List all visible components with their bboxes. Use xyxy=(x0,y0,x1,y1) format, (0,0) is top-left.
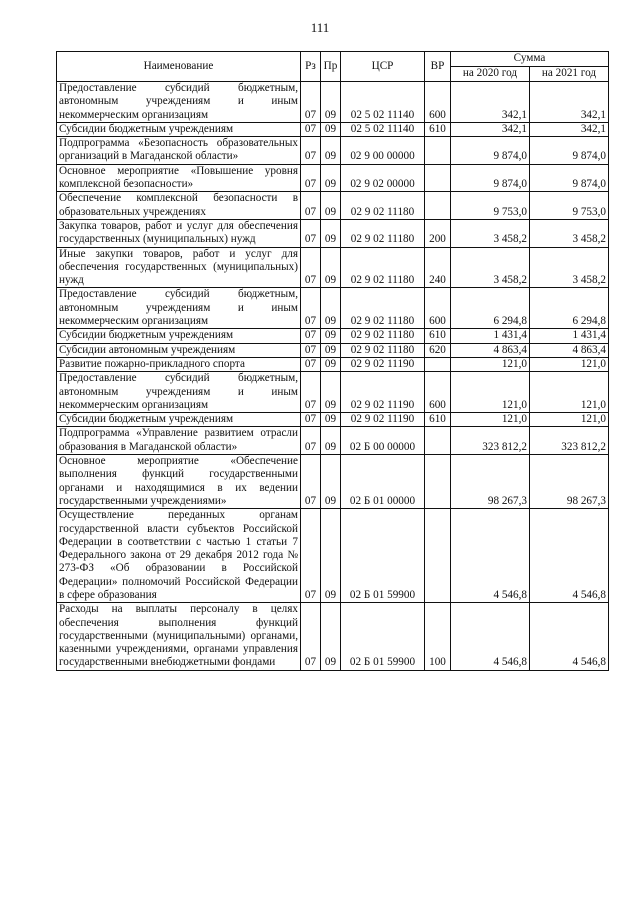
page-number: 111 xyxy=(310,20,330,35)
row-rz: 07 xyxy=(301,603,321,670)
row-vr xyxy=(425,455,451,509)
row-rz: 07 xyxy=(301,164,321,192)
table-row xyxy=(57,219,609,247)
row-vr: 620 xyxy=(425,343,451,357)
row-vr xyxy=(425,427,451,455)
row-pr: 09 xyxy=(321,122,341,136)
row-sum-2020: 121,0 xyxy=(451,372,530,413)
table-row xyxy=(57,455,609,509)
row-csr: 02 9 02 11180 xyxy=(341,247,425,288)
row-sum-2020: 342,1 xyxy=(451,82,530,123)
row-pr: 09 xyxy=(321,329,341,343)
row-name: Осуществление переданных органам государственной власти субъектов Российской Федерации в соответствии с частью 1 статьи 7 Федерального закона от 29 декабря 2012 года № 273-ФЗ «Об образовании в Российской Федерации» полномочий Российской Федерации в сфере образования xyxy=(57,509,301,603)
header-rz: Рз xyxy=(301,52,321,82)
row-rz: 07 xyxy=(301,357,321,371)
row-name: Предоставление субсидий бюджетным, автономным учреждениям и иным некоммерческим организациям xyxy=(57,82,301,123)
row-name: Развитие пожарно-прикладного спорта xyxy=(57,357,301,371)
row-sum-2021: 121,0 xyxy=(530,372,609,413)
header-year-2021: на 2021 год xyxy=(530,67,609,82)
row-name: Закупка товаров, работ и услуг для обеспечения государственных (муниципальных) нужд xyxy=(57,219,301,247)
table-row xyxy=(57,413,609,427)
table-row xyxy=(57,137,609,165)
row-pr: 09 xyxy=(321,288,341,329)
row-rz: 07 xyxy=(301,343,321,357)
header-year-2020: на 2020 год xyxy=(451,67,530,82)
row-name: Субсидии бюджетным учреждениям xyxy=(57,413,301,427)
table-row xyxy=(57,509,609,603)
row-rz: 07 xyxy=(301,122,321,136)
row-sum-2020: 1 431,4 xyxy=(451,329,530,343)
row-vr: 200 xyxy=(425,219,451,247)
table-row xyxy=(57,603,609,670)
row-name: Обеспечение комплексной безопасности в образовательных учреждениях xyxy=(57,192,301,220)
row-sum-2020: 9 874,0 xyxy=(451,164,530,192)
row-sum-2020: 9 874,0 xyxy=(451,137,530,165)
row-rz: 07 xyxy=(301,219,321,247)
table-header xyxy=(57,52,609,82)
row-rz: 07 xyxy=(301,288,321,329)
row-sum-2020: 3 458,2 xyxy=(451,247,530,288)
row-sum-2021: 98 267,3 xyxy=(530,455,609,509)
table-row xyxy=(57,343,609,357)
row-csr: 02 9 02 11190 xyxy=(341,357,425,371)
row-pr: 09 xyxy=(321,413,341,427)
row-sum-2020: 121,0 xyxy=(451,357,530,371)
row-pr: 09 xyxy=(321,427,341,455)
row-csr: 02 9 00 00000 xyxy=(341,137,425,165)
row-vr xyxy=(425,192,451,220)
header-sum: Сумма xyxy=(451,52,609,67)
row-pr: 09 xyxy=(321,82,341,123)
row-vr: 600 xyxy=(425,82,451,123)
row-name: Субсидии бюджетным учреждениям xyxy=(57,122,301,136)
row-name: Субсидии автономным учреждениям xyxy=(57,343,301,357)
row-csr: 02 5 02 11140 xyxy=(341,82,425,123)
header-csr: ЦСР xyxy=(341,52,425,82)
table-row xyxy=(57,82,609,123)
row-sum-2020: 323 812,2 xyxy=(451,427,530,455)
row-pr: 09 xyxy=(321,509,341,603)
row-rz: 07 xyxy=(301,509,321,603)
row-rz: 07 xyxy=(301,413,321,427)
row-vr: 610 xyxy=(425,413,451,427)
row-rz: 07 xyxy=(301,427,321,455)
row-vr xyxy=(425,509,451,603)
row-vr xyxy=(425,137,451,165)
row-name: Основное мероприятие «Обеспечение выполнения функций государственными органами и находящимися в их ведении государственными учреждениями» xyxy=(57,455,301,509)
table-body xyxy=(57,82,609,671)
table-row xyxy=(57,247,609,288)
row-rz: 07 xyxy=(301,82,321,123)
table-row xyxy=(57,164,609,192)
row-pr: 09 xyxy=(321,164,341,192)
row-vr: 610 xyxy=(425,122,451,136)
row-pr: 09 xyxy=(321,137,341,165)
row-sum-2021: 6 294,8 xyxy=(530,288,609,329)
row-rz: 07 xyxy=(301,455,321,509)
row-pr: 09 xyxy=(321,192,341,220)
row-csr: 02 9 02 11180 xyxy=(341,343,425,357)
row-vr xyxy=(425,357,451,371)
row-name: Предоставление субсидий бюджетным, автономным учреждениям и иным некоммерческим организациям xyxy=(57,288,301,329)
row-name: Предоставление субсидий бюджетным, автономным учреждениям и иным некоммерческим организациям xyxy=(57,372,301,413)
row-sum-2020: 4 863,4 xyxy=(451,343,530,357)
row-sum-2021: 3 458,2 xyxy=(530,247,609,288)
row-name: Расходы на выплаты персоналу в целях обеспечения выполнения функций государственными (муниципальными) органами, казенными учреждениями, органами управления государственными внебюджетными фондами xyxy=(57,603,301,670)
row-sum-2021: 1 431,4 xyxy=(530,329,609,343)
row-sum-2021: 4 546,8 xyxy=(530,603,609,670)
row-vr: 100 xyxy=(425,603,451,670)
row-sum-2021: 342,1 xyxy=(530,82,609,123)
row-pr: 09 xyxy=(321,343,341,357)
row-sum-2021: 342,1 xyxy=(530,122,609,136)
row-rz: 07 xyxy=(301,247,321,288)
table-row xyxy=(57,357,609,371)
header-name: Наименование xyxy=(57,52,301,82)
row-vr: 600 xyxy=(425,372,451,413)
table-row xyxy=(57,192,609,220)
row-csr: 02 9 02 11180 xyxy=(341,219,425,247)
row-rz: 07 xyxy=(301,329,321,343)
table-row xyxy=(57,288,609,329)
header-vr: ВР xyxy=(425,52,451,82)
row-name: Основное мероприятие «Повышение уровня комплексной безопасности» xyxy=(57,164,301,192)
row-vr xyxy=(425,164,451,192)
row-csr: 02 5 02 11140 xyxy=(341,122,425,136)
table-row xyxy=(57,122,609,136)
row-name: Субсидии бюджетным учреждениям xyxy=(57,329,301,343)
row-csr: 02 9 02 11180 xyxy=(341,192,425,220)
row-csr: 02 Б 01 00000 xyxy=(341,455,425,509)
row-sum-2021: 4 863,4 xyxy=(530,343,609,357)
row-pr: 09 xyxy=(321,372,341,413)
header-pr: Пр xyxy=(321,52,341,82)
row-rz: 07 xyxy=(301,137,321,165)
row-sum-2020: 121,0 xyxy=(451,413,530,427)
row-sum-2021: 121,0 xyxy=(530,357,609,371)
row-pr: 09 xyxy=(321,357,341,371)
row-pr: 09 xyxy=(321,455,341,509)
row-csr: 02 Б 01 59900 xyxy=(341,509,425,603)
row-sum-2021: 323 812,2 xyxy=(530,427,609,455)
row-sum-2021: 9 753,0 xyxy=(530,192,609,220)
row-sum-2021: 9 874,0 xyxy=(530,137,609,165)
row-rz: 07 xyxy=(301,372,321,413)
row-sum-2020: 4 546,8 xyxy=(451,509,530,603)
row-sum-2020: 9 753,0 xyxy=(451,192,530,220)
row-sum-2020: 98 267,3 xyxy=(451,455,530,509)
row-csr: 02 9 02 00000 xyxy=(341,164,425,192)
row-name: Подпрограмма «Управление развитием отрасли образования в Магаданской области» xyxy=(57,427,301,455)
row-sum-2020: 6 294,8 xyxy=(451,288,530,329)
row-sum-2021: 121,0 xyxy=(530,413,609,427)
row-vr: 240 xyxy=(425,247,451,288)
row-csr: 02 9 02 11190 xyxy=(341,413,425,427)
row-sum-2021: 3 458,2 xyxy=(530,219,609,247)
row-sum-2021: 9 874,0 xyxy=(530,164,609,192)
row-csr: 02 9 02 11180 xyxy=(341,329,425,343)
row-sum-2020: 4 546,8 xyxy=(451,603,530,670)
row-vr: 610 xyxy=(425,329,451,343)
row-csr: 02 9 02 11180 xyxy=(341,288,425,329)
row-rz: 07 xyxy=(301,192,321,220)
row-name: Иные закупки товаров, работ и услуг для обеспечения государственных (муниципальных) нужд xyxy=(57,247,301,288)
table-row xyxy=(57,427,609,455)
row-csr: 02 Б 01 59900 xyxy=(341,603,425,670)
row-sum-2021: 4 546,8 xyxy=(530,509,609,603)
row-vr: 600 xyxy=(425,288,451,329)
row-sum-2020: 3 458,2 xyxy=(451,219,530,247)
row-name: Подпрограмма «Безопасность образовательных организаций в Магаданской области» xyxy=(57,137,301,165)
row-pr: 09 xyxy=(321,603,341,670)
row-pr: 09 xyxy=(321,219,341,247)
row-csr: 02 Б 00 00000 xyxy=(341,427,425,455)
table-row xyxy=(57,329,609,343)
budget-table xyxy=(56,51,609,671)
table-row xyxy=(57,372,609,413)
row-sum-2020: 342,1 xyxy=(451,122,530,136)
row-pr: 09 xyxy=(321,247,341,288)
row-csr: 02 9 02 11190 xyxy=(341,372,425,413)
